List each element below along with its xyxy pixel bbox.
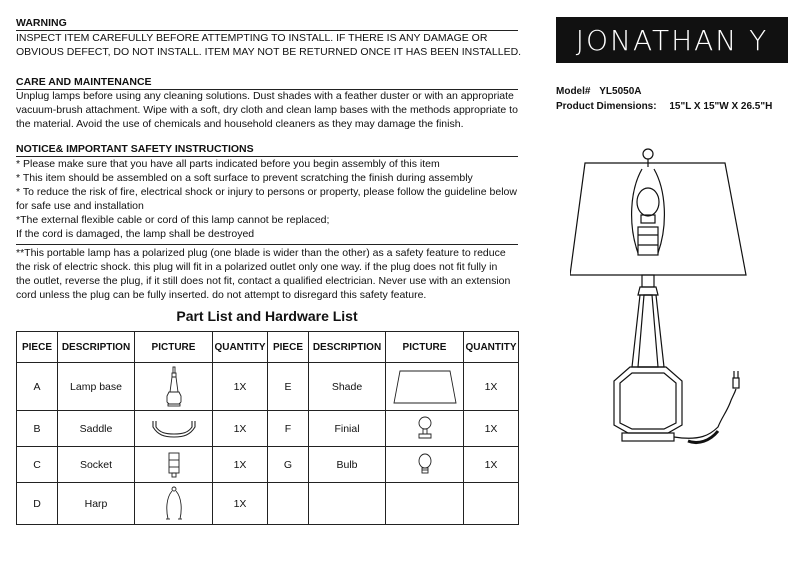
table-row (17, 411, 519, 447)
brand-logo: JONATHAN Y (556, 17, 788, 63)
model-label: Model# (556, 86, 591, 97)
piece-cell: C (17, 447, 58, 483)
bulb-icon (417, 452, 433, 478)
table-row (17, 447, 519, 483)
quantity-cell: 1X (213, 447, 268, 483)
notice-heading: NOTICE& IMPORTANT SAFETY INSTRUCTIONS (16, 143, 254, 155)
picture-cell (386, 447, 464, 483)
lamp-illustration (570, 145, 760, 455)
quantity-cell: 1X (213, 363, 268, 411)
care-line: vacuum-brush attachment. Wipe with a soft, dry cloth and clean lamp bases with the methods appropriate to (16, 104, 518, 116)
plug-line: the risk of electric shock. this plug will fit in a polarized outlet only one way. if the plug does not fit fully in (16, 261, 498, 273)
model-value: YL5050A (599, 86, 642, 97)
description-cell: Shade (309, 363, 386, 411)
notice-line: * Please make sure that you have all parts indicated before you begin assembly of this item (16, 158, 440, 170)
saddle-icon (150, 417, 198, 441)
description-cell: Finial (309, 411, 386, 447)
socket-icon (166, 451, 182, 479)
description-cell: Harp (58, 483, 135, 525)
dimensions-label: Product Dimensions: (556, 101, 657, 112)
piece-cell: G (268, 447, 309, 483)
column-header: DESCRIPTION (309, 332, 386, 363)
picture-cell (135, 447, 213, 483)
plug-line: cord unless the plug can be fully inserted. do not attempt to disregard this safety feature. (16, 289, 427, 301)
dimensions-value: 15"L X 15"W X 26.5"H (669, 101, 773, 112)
description-cell (309, 483, 386, 525)
care-heading: CARE AND MAINTENANCE (16, 76, 152, 88)
care-line: Unplug lamps before using any cleaning solutions. Dust shades with a feather duster or with an appropriate (16, 90, 514, 102)
harp-icon (163, 486, 185, 522)
column-header: QUANTITY (464, 332, 519, 363)
picture-cell (135, 363, 213, 411)
notice-line: * To reduce the risk of fire, electrical shock or injury to persons or property, please follow the guideline below (16, 186, 517, 198)
quantity-cell: 1X (464, 411, 519, 447)
plug-line: **This portable lamp has a polarized plug (one blade is wider than the other) as a safety feature to reduce (16, 247, 506, 259)
parts-list-title: Part List and Hardware List (176, 308, 358, 324)
notice-line: *The external flexible cable or cord of this lamp cannot be replaced; (16, 214, 330, 226)
finial-icon (417, 415, 433, 443)
table-header-row (17, 332, 519, 363)
picture-cell (386, 363, 464, 411)
lamp-base-icon (164, 366, 184, 408)
piece-cell: D (17, 483, 58, 525)
table-row (17, 363, 519, 411)
piece-cell: E (268, 363, 309, 411)
warning-heading: WARNING (16, 17, 67, 29)
piece-cell: F (268, 411, 309, 447)
warning-line-1: INSPECT ITEM CAREFULLY BEFORE ATTEMPTING TO INSTALL. IF THERE IS ANY DAMAGE OR (16, 32, 488, 44)
notice-line: * This item should be assembled on a soft surface to prevent scratching the finish during assembly (16, 172, 473, 184)
quantity-cell (464, 483, 519, 525)
care-line: the material. Avoid the use of chemicals and household cleaners as they may damage the finish. (16, 118, 464, 130)
picture-cell (386, 483, 464, 525)
piece-cell: B (17, 411, 58, 447)
picture-cell (135, 411, 213, 447)
column-header: DESCRIPTION (58, 332, 135, 363)
notice-line: If the cord is damaged, the lamp shall be destroyed (16, 228, 255, 240)
quantity-cell: 1X (464, 363, 519, 411)
table-row (17, 483, 519, 525)
picture-cell (386, 411, 464, 447)
divider (16, 244, 518, 245)
column-header: PIECE (17, 332, 58, 363)
dimensions-row (556, 99, 772, 114)
shade-icon (392, 368, 458, 406)
description-cell: Socket (58, 447, 135, 483)
column-header: PICTURE (386, 332, 464, 363)
column-header: QUANTITY (213, 332, 268, 363)
description-cell: Saddle (58, 411, 135, 447)
quantity-cell: 1X (464, 447, 519, 483)
description-cell: Lamp base (58, 363, 135, 411)
warning-line-2: OBVIOUS DEFECT, DO NOT INSTALL. ITEM MAY NOT BE RETURNED ONCE IT HAS BEEN INSTALLED. (16, 46, 522, 58)
model-row (556, 84, 641, 99)
plug-line: the outlet, reverse the plug, if it still does not fit, contact a qualified electrician. Never use with an extension (16, 275, 511, 287)
parts-table (16, 331, 519, 525)
notice-line: for safe use and installation (16, 200, 144, 212)
piece-cell: A (17, 363, 58, 411)
quantity-cell: 1X (213, 483, 268, 525)
quantity-cell: 1X (213, 411, 268, 447)
column-header: PIECE (268, 332, 309, 363)
picture-cell (135, 483, 213, 525)
column-header: PICTURE (135, 332, 213, 363)
description-cell: Bulb (309, 447, 386, 483)
piece-cell (268, 483, 309, 525)
